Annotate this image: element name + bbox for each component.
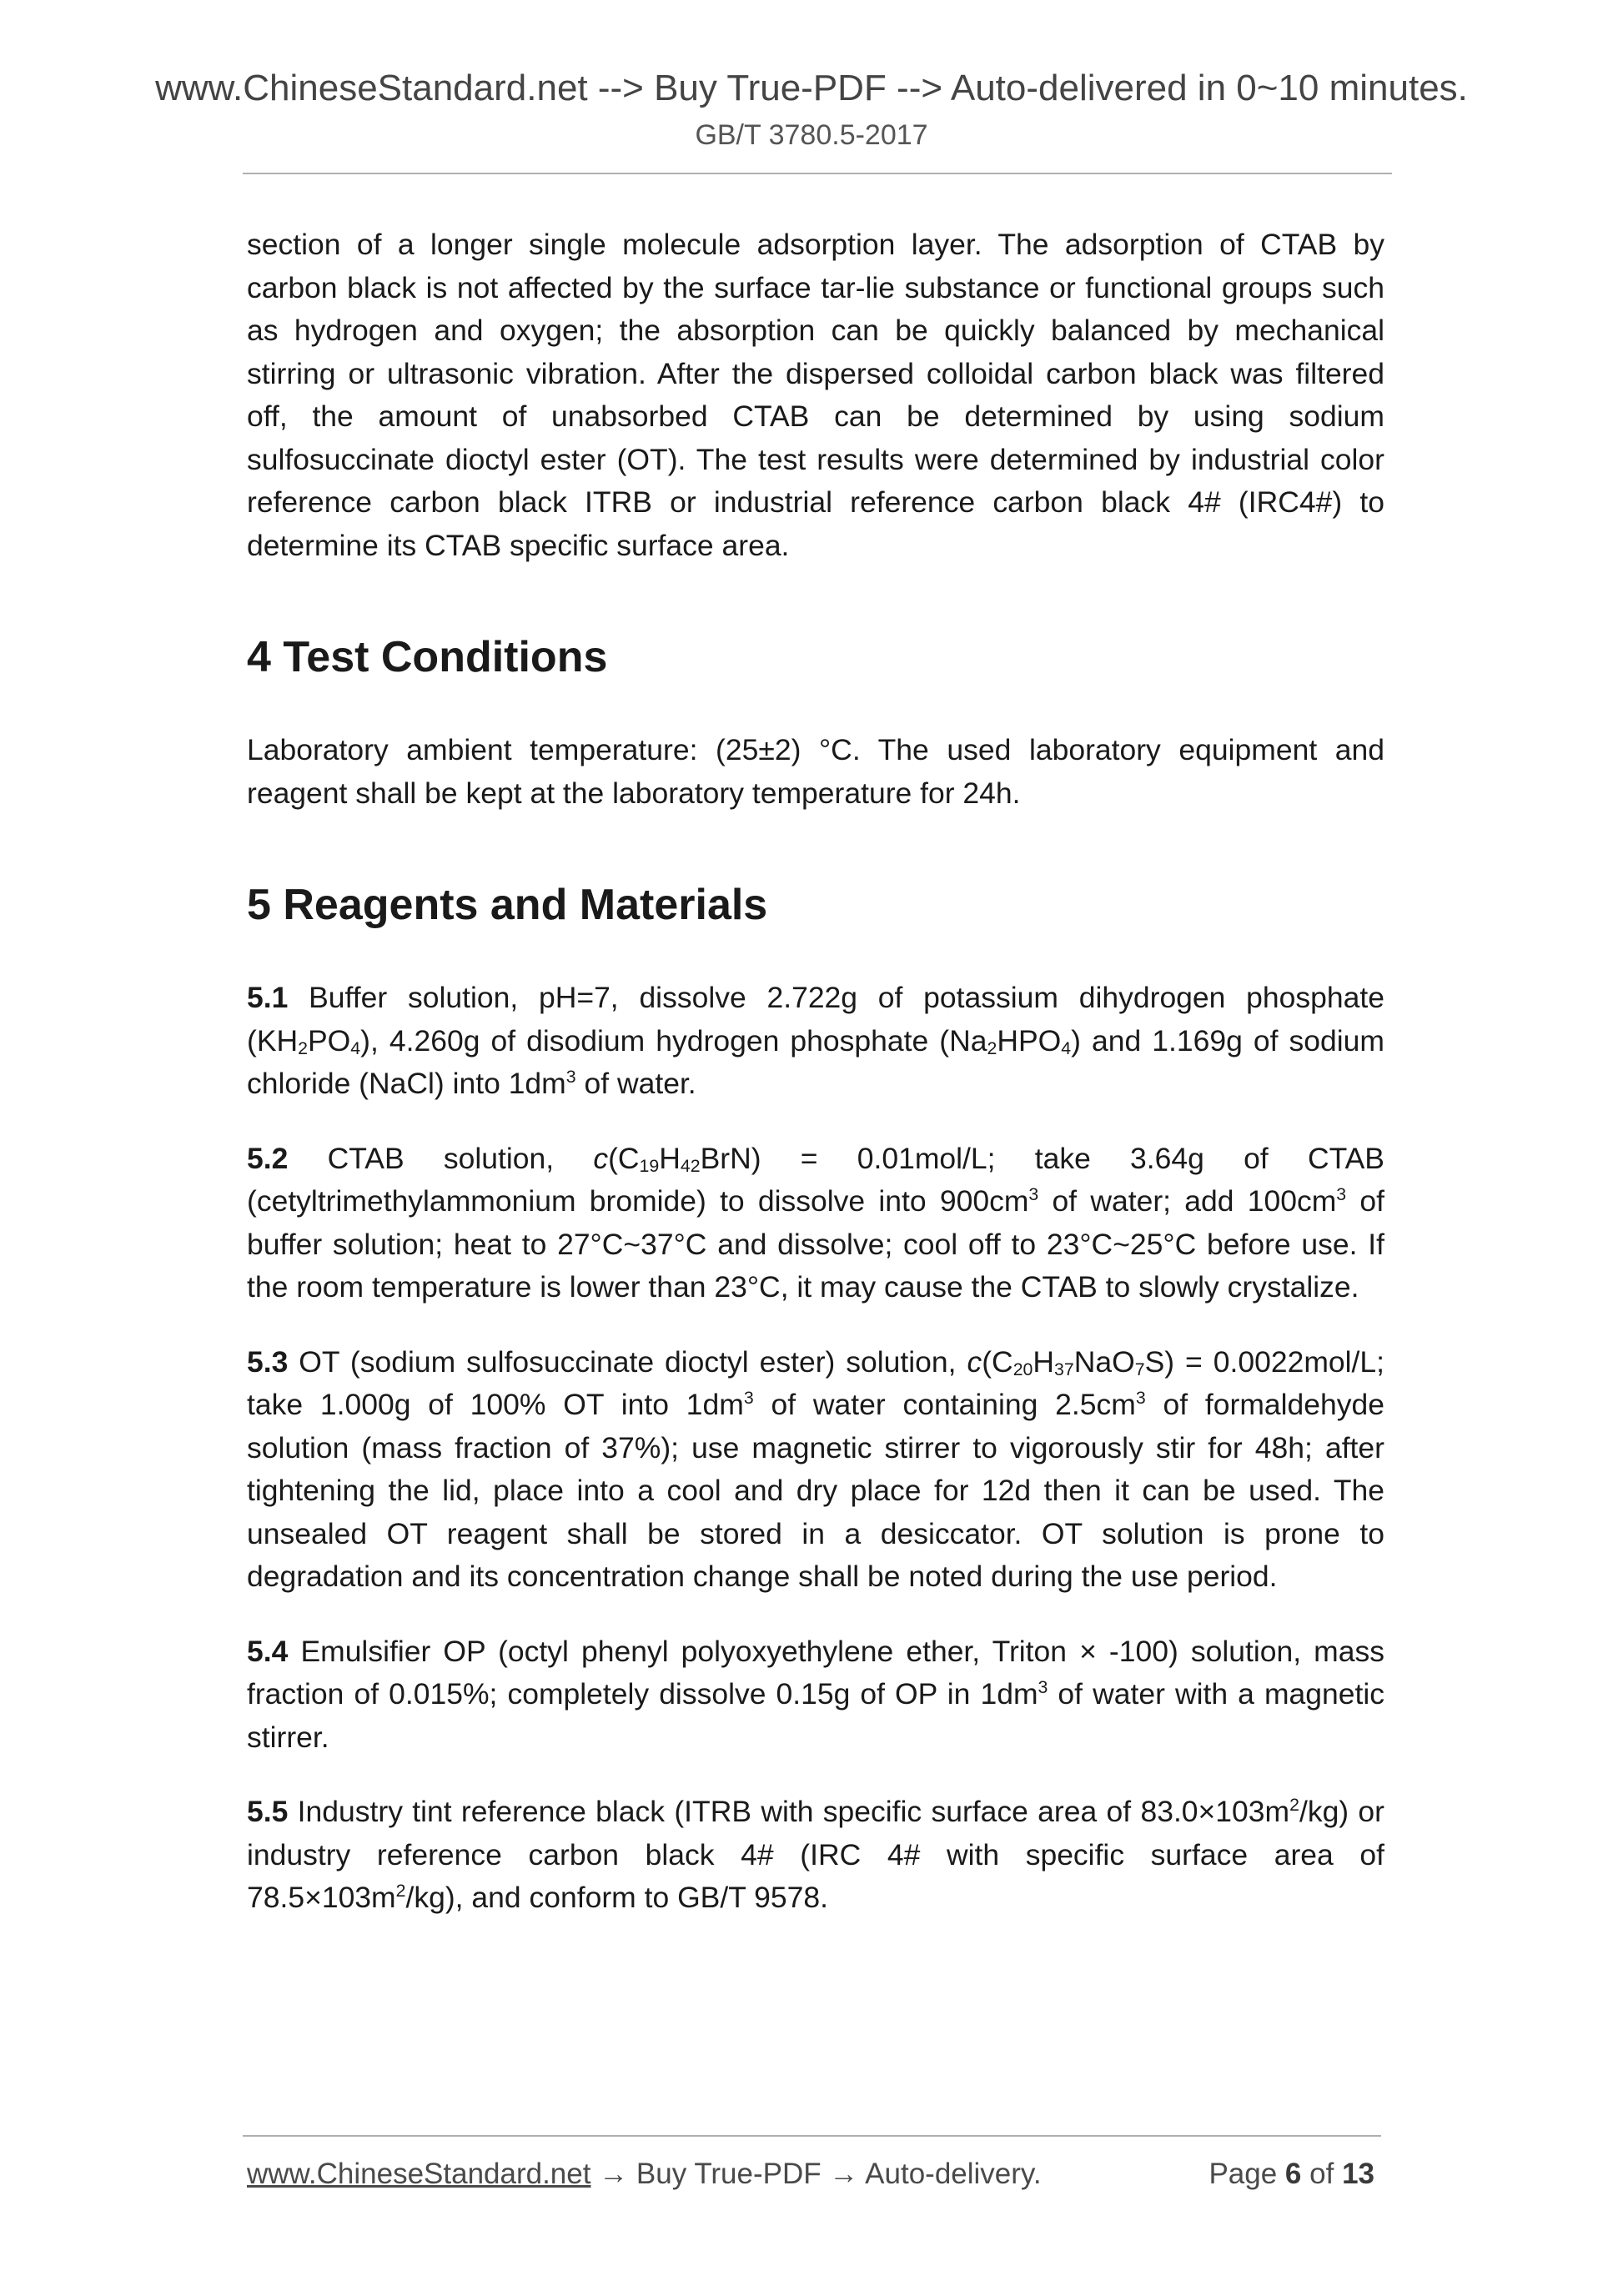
footer-tagline: → Buy True-PDF → Auto-delivery. <box>590 2158 1042 2190</box>
clause-5-5: 5.5 Industry tint reference black (ITRB with specific surface area of $83.0\times 103m^2/kg$) or industry reference carbon black 4# (IRC 4# with specific surface area of $78.5\times 103m^2/kg$), and conform to GB/T 9578. <box>247 1794 1385 1914</box>
header-banner: www.ChineseStandard.net --> Buy True-PDF --> Auto-delivered in 0~10 minutes. <box>155 68 1468 108</box>
section-5-heading: 5 Reagents and Materials <box>247 881 768 929</box>
clause-5-3: 5.3 OT (sodium sulfosuccinate dioctyl ester) solution, $c(C_{20}H_{37}NaO_7S) = 0.0022mol/L$; take 1.000g of 100% OT into $1dm^3$ of water containing $2.5cm^3$ of formaldehyde solution (mass fraction of 37%); use magnetic stirrer to vigorously stir for 48h; after tightening the lid, place into a cool and dry place for 12d then it can be used. The unsealed OT reagent shall be stored in a desiccator. OT solution is prone to degradation and its concentration change shall be noted during the use period. <box>247 1344 1385 1593</box>
page-number: 6 <box>1284 2158 1302 2190</box>
section-4-heading: 4 Test Conditions <box>247 633 608 681</box>
page-footer <box>247 2153 1381 2195</box>
footer-divider <box>243 2135 1381 2137</box>
section-4-text: Laboratory ambient temperature: (25±2) °C. The used laboratory equipment and reagent shall be kept at the laboratory temperature for 24h. <box>247 733 1384 810</box>
clause-number: 5.4 <box>247 1634 289 1668</box>
clause-number: 5.3 <box>247 1344 289 1379</box>
clause-5-2: 5.2 CTAB solution, $c(C_{19}H_{42}BrN) = 0.01mol/L$; take 3.64g of CTAB (cetyltrimethylammonium bromide) to dissolve into $900cm^3$ of water; add $100cm^3$ of buffer solution; heat to 27°C~37°C and dissolve; cool off to 23°C~25°C before use. If the room temperature is lower than 23°C, it may cause the CTAB to slowly crystalize. <box>247 1141 1384 1304</box>
site-link[interactable]: www.ChineseStandard.net <box>247 2158 591 2190</box>
header-divider <box>243 173 1392 174</box>
clause-number: 5.1 <box>247 981 289 1014</box>
intro-paragraph: section of a longer single molecule adsorption layer. The adsorption of CTAB by carbon black is not affected by the surface tar-lie substance or functional groups such as hydrogen and oxygen; the absorption can be quickly balanced by mechanical stirring or ultrasonic vibration. After the dispersed colloidal carbon black was filtered off, the amount of unabsorbed CTAB can be determined by using sodium sulfosuccinate dioctyl ester (OT). The test results were determined by industrial color reference carbon black ITRB or industrial reference carbon black 4# (IRC4#) to determine its CTAB specific surface area. <box>247 228 1384 562</box>
page-indicator: Page 6 of 13 <box>1208 2158 1374 2190</box>
clause-number: 5.5 <box>247 1795 289 1828</box>
clause-5-1: 5.1 Buffer solution, pH=7, dissolve 2.722g of potassium dihydrogen phosphate $(KH_2PO_4)$, 4.260g of disodium hydrogen phosphate $(Na_2HPO_4)$ and 1.169g of sodium chloride (NaCl) into $1dm^3$ of water. <box>247 981 1384 1100</box>
clause-5-4: 5.4 Emulsifier OP (octyl phenyl polyoxyethylene ether, Triton × -100) solution, mass fraction of 0.015%; completely dissolve 0.15g of OP in $1dm^3$ of water with a magnetic stirrer. <box>247 1634 1384 1754</box>
clause-number: 5.2 <box>247 1141 289 1175</box>
document-body <box>247 224 1384 1920</box>
standard-code: GB/T 3780.5-2017 <box>695 119 928 151</box>
total-pages: 13 <box>1342 2158 1374 2190</box>
